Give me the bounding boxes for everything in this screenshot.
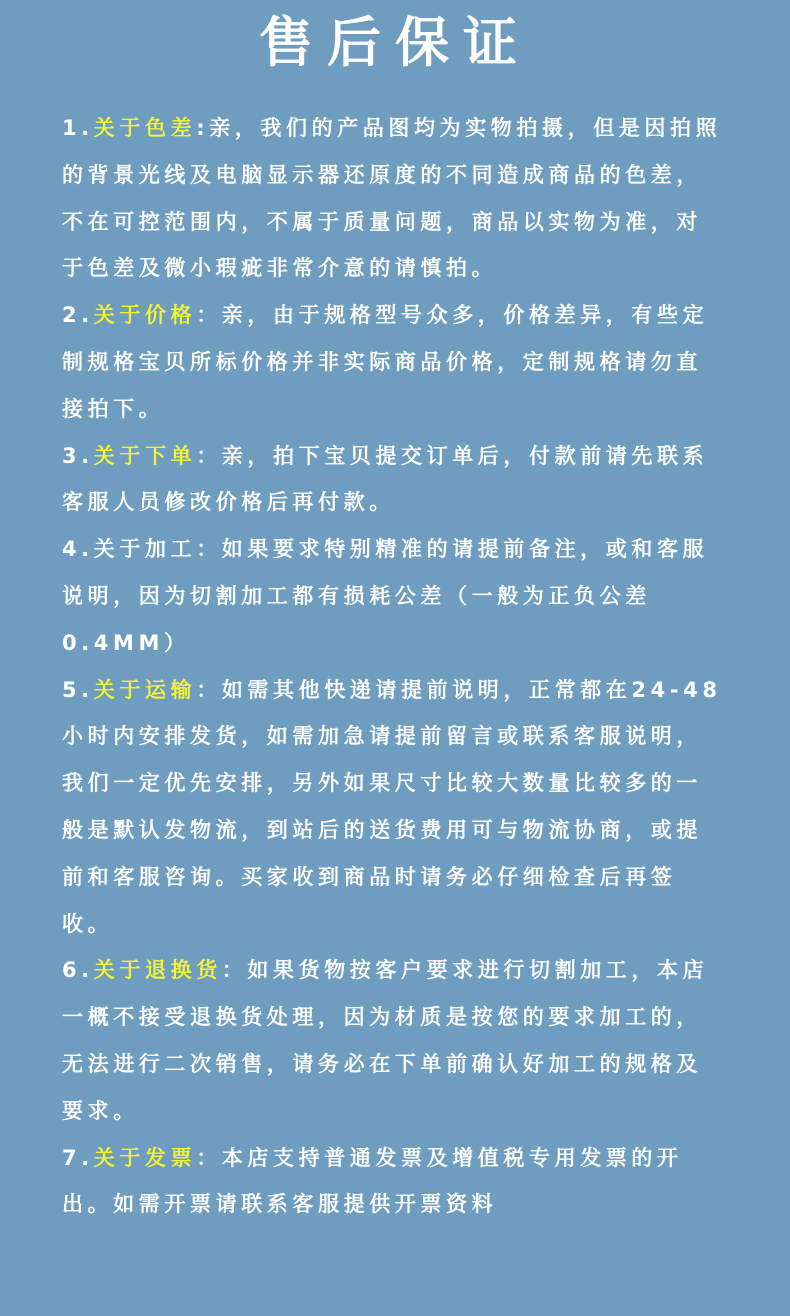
item-number: 5. (62, 677, 94, 702)
item-number: 7. (62, 1145, 94, 1170)
item-text: 亲，我们的产品图均为实物拍摄，但是因拍照的背景光线及电脑显示器还原度的不同造成商品的色差，不在可控范围内，不属于质量问题，商品以实物为准，对于色差及微小瑕疵非常介意的请慎拍。 (62, 116, 722, 281)
item-separator: ： (221, 958, 248, 983)
page-title: 售后保证 (259, 11, 531, 74)
item-number: 4. (62, 537, 94, 562)
policy-item-shipping (62, 667, 722, 948)
policy-item-color-difference (62, 105, 722, 292)
item-number: 2. (62, 303, 94, 328)
item-text: 亲，拍下宝贝提交订单后，付款前请先联系客服人员修改价格后再付款。 (62, 443, 709, 515)
item-heading: 关于下单 (93, 443, 197, 468)
item-heading: 关于色差 (93, 116, 197, 140)
item-separator: ： (196, 1145, 222, 1170)
item-separator: ： (196, 677, 222, 702)
policy-item-invoice (62, 1135, 722, 1229)
item-text: 如果货物按客户要求进行切割加工，本店一概不接受退换货处理，因为材质是按您的要求加工的，无法进行二次销售，请务必在下单前确认好加工的规格及要求。 (62, 958, 709, 1123)
item-heading: 关于价格 (93, 303, 197, 328)
item-text: 如需其他快递请提前说明，正常都在24-48小时内安排发货，如需加急请提前留言或联系客服说明，我们一定优先安排，另外如果尺寸比较大数量比较多的一般是默认发物流，到站后的送货费用可与物流协商，或提前和客服咨询。买家收到商品时请务必仔细检查后再签收。 (62, 677, 722, 936)
item-separator: ： (196, 303, 222, 328)
item-heading: 关于退换货 (93, 958, 222, 983)
item-text: 亲，由于规格型号众多，价格差异，有些定制规格宝贝所标价格并非实际商品价格，定制规格请勿直接拍下。 (62, 303, 709, 421)
item-text: 关于加工：如果要求特别精准的请提前备注，或和客服说明，因为切割加工都有损耗公差（一般为正负公差0.4MM） (62, 537, 709, 655)
item-heading: 关于发票 (93, 1145, 197, 1170)
item-separator: ： (196, 443, 222, 468)
item-text: 本店支持普通发票及增值税专用发票的开出。如需开票请联系客服提供开票资料 (62, 1145, 683, 1217)
policy-item-order (62, 433, 722, 527)
item-number: 6. (62, 958, 94, 983)
item-number: 1. (62, 116, 94, 140)
item-separator: : (196, 116, 210, 140)
policy-item-processing (62, 526, 722, 666)
item-number: 3. (62, 443, 94, 468)
policy-item-price (62, 292, 722, 432)
policy-list (62, 105, 722, 1228)
policy-item-returns (62, 947, 722, 1134)
item-heading: 关于运输 (93, 677, 197, 702)
